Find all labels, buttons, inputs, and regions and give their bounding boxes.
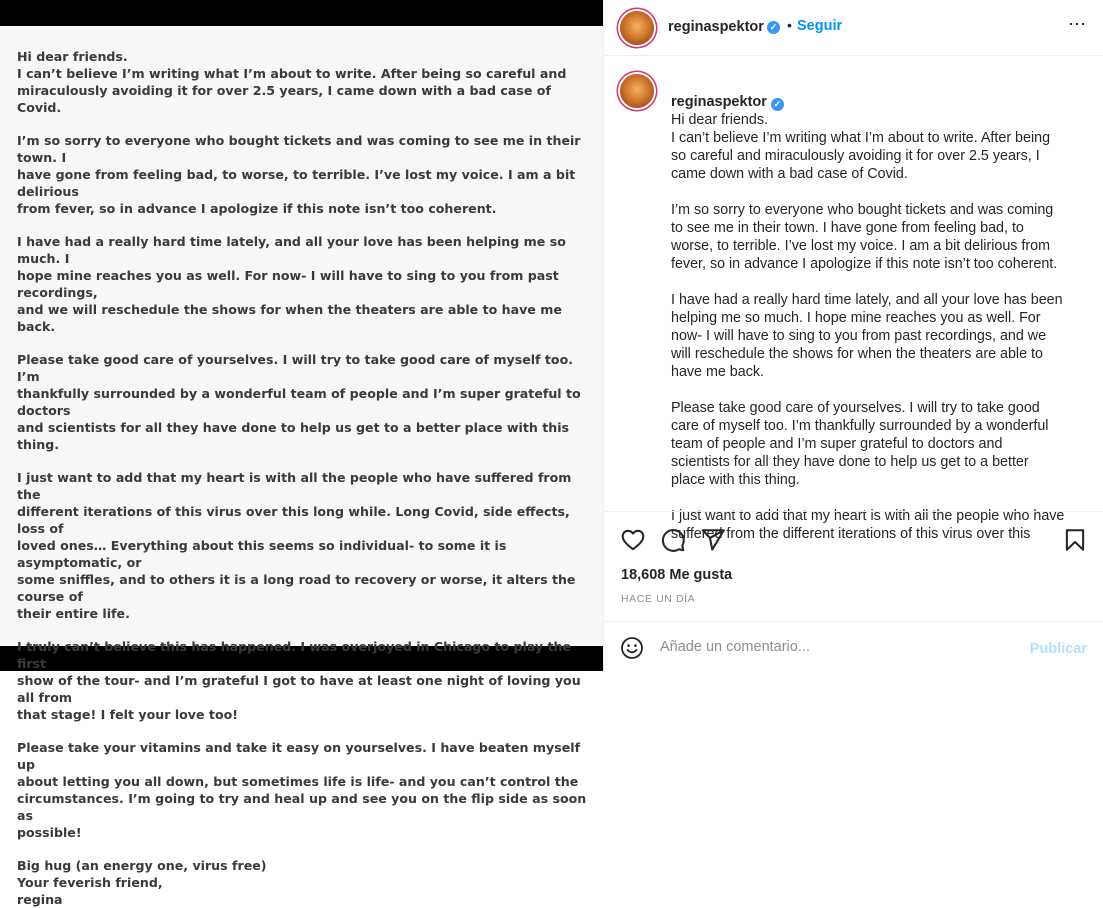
publish-button[interactable]: Publicar <box>1029 641 1087 657</box>
separator-dot: • <box>787 17 792 33</box>
note-paragraph: I’m so sorry to everyone who bought tickets and was coming to see me in their town. I have gone from feeling bad, to worse, to terrible. I’ve lost my voice. I am a bit delirious from fever, so in advance I apologize if this note isn’t too coherent. <box>17 133 581 216</box>
caption-paragraph: I can’t believe I’m writing what I’m about to write. After being so careful and miraculously avoiding it for over 2.5 years, I came down with a bad case of Covid. <box>671 130 1051 182</box>
caption-paragraph: I have had a really hard time lately, and all your love has been helping me so much. I hope mine reaches you as well. For now- I will have to sing to you from past recordings, and we will reschedule the shows for when the theaters are able to have me back. <box>671 292 1063 380</box>
likes-count[interactable]: 18,608 Me gusta <box>621 567 733 583</box>
username-link[interactable]: reginaspektor <box>668 19 764 35</box>
avatar[interactable] <box>620 11 654 45</box>
note-paragraph: I truly can’t believe this has happened. I was overjoyed in Chicago to play the first show of the tour- and I’m grateful I got to have at least one night of loving you all from that stage! I felt your love too! <box>17 639 581 722</box>
follow-button[interactable]: Seguir <box>797 18 843 34</box>
post-header <box>604 0 1103 56</box>
note-paragraph: Hi dear friends. I can’t believe I’m writing what I’m about to write. After being so careful and miraculously avoiding it for over 2.5 years, I came down with a bad case of Covid. <box>17 49 567 115</box>
verified-badge-icon: ✓ <box>771 98 784 111</box>
post-actions <box>604 511 1103 621</box>
heart-icon[interactable] <box>620 527 646 553</box>
comment-input[interactable] <box>660 635 1020 659</box>
avatar[interactable] <box>620 74 654 108</box>
caption-area[interactable] <box>604 56 1103 542</box>
comment-icon[interactable] <box>660 527 686 553</box>
post-timestamp[interactable]: HACE UN DÍA <box>621 593 696 605</box>
note-paragraph: Big hug (an energy one, virus free) Your feverish friend, regina <box>17 858 267 907</box>
share-icon[interactable] <box>700 527 726 553</box>
more-options-icon[interactable]: ⋯ <box>1068 14 1087 34</box>
note-paragraph: I have had a really hard time lately, and all your love has been helping me so much. I hope mine reaches you as well. For now- I will have to sing to you from past recordings, and we will reschedule the shows for when the theaters are able to have me back. <box>17 234 566 334</box>
caption-paragraph: I’m so sorry to everyone who bought tickets and was coming to see me in their town. I have gone from feeling bad, to worse, to terrible. I’ve lost my voice. I am a bit delirious from fever, so in advance I apologize if this note isn’t too coherent. <box>671 202 1058 272</box>
caption-paragraph: I just want to add that my heart is with all the people who have suffered from the different iterations of this virus over this <box>671 508 1065 542</box>
caption-paragraph: Please take good care of yourselves. I will try to take good care of myself too. I’m thankfully surrounded by a wonderful team of people and I’m super grateful to doctors and scientists for all they have done to help us get to a better place with this thing. <box>671 400 1049 488</box>
post-side-panel <box>603 0 1102 671</box>
comment-bar <box>604 621 1103 671</box>
caption-username-link[interactable]: reginaspektor <box>671 94 767 110</box>
bookmark-icon[interactable] <box>1062 527 1088 553</box>
caption-first-line: Hi dear friends. <box>671 112 768 128</box>
note-paragraph: Please take your vitamins and take it easy on yourselves. I have beaten myself up about letting you all down, but sometimes life is life- and you can’t control the circumstances. I’m going to try and heal up and see you on the flip side as soon as possible! <box>17 740 587 840</box>
emoji-icon[interactable] <box>620 636 644 660</box>
note-paragraph: I just want to add that my heart is with all the people who have suffered from the different iterations of this virus over this long while. Long Covid, side effects, loss of loved ones… Everything about this seems so individual- to some it is asymptomatic, or some sniffles, and to others it is a long road to recovery or worse, it alters the course of their entire life. <box>17 470 576 621</box>
note-paragraph: Please take good care of yourselves. I will try to take good care of myself too. I’m thankfully surrounded by a wonderful team of people and I’m super grateful to doctors and scientists for all they have done to help us get to a better place with this thing. <box>17 352 581 452</box>
caption-text <box>671 75 1075 561</box>
verified-badge-icon: ✓ <box>767 21 780 34</box>
note-image-text <box>0 26 603 907</box>
